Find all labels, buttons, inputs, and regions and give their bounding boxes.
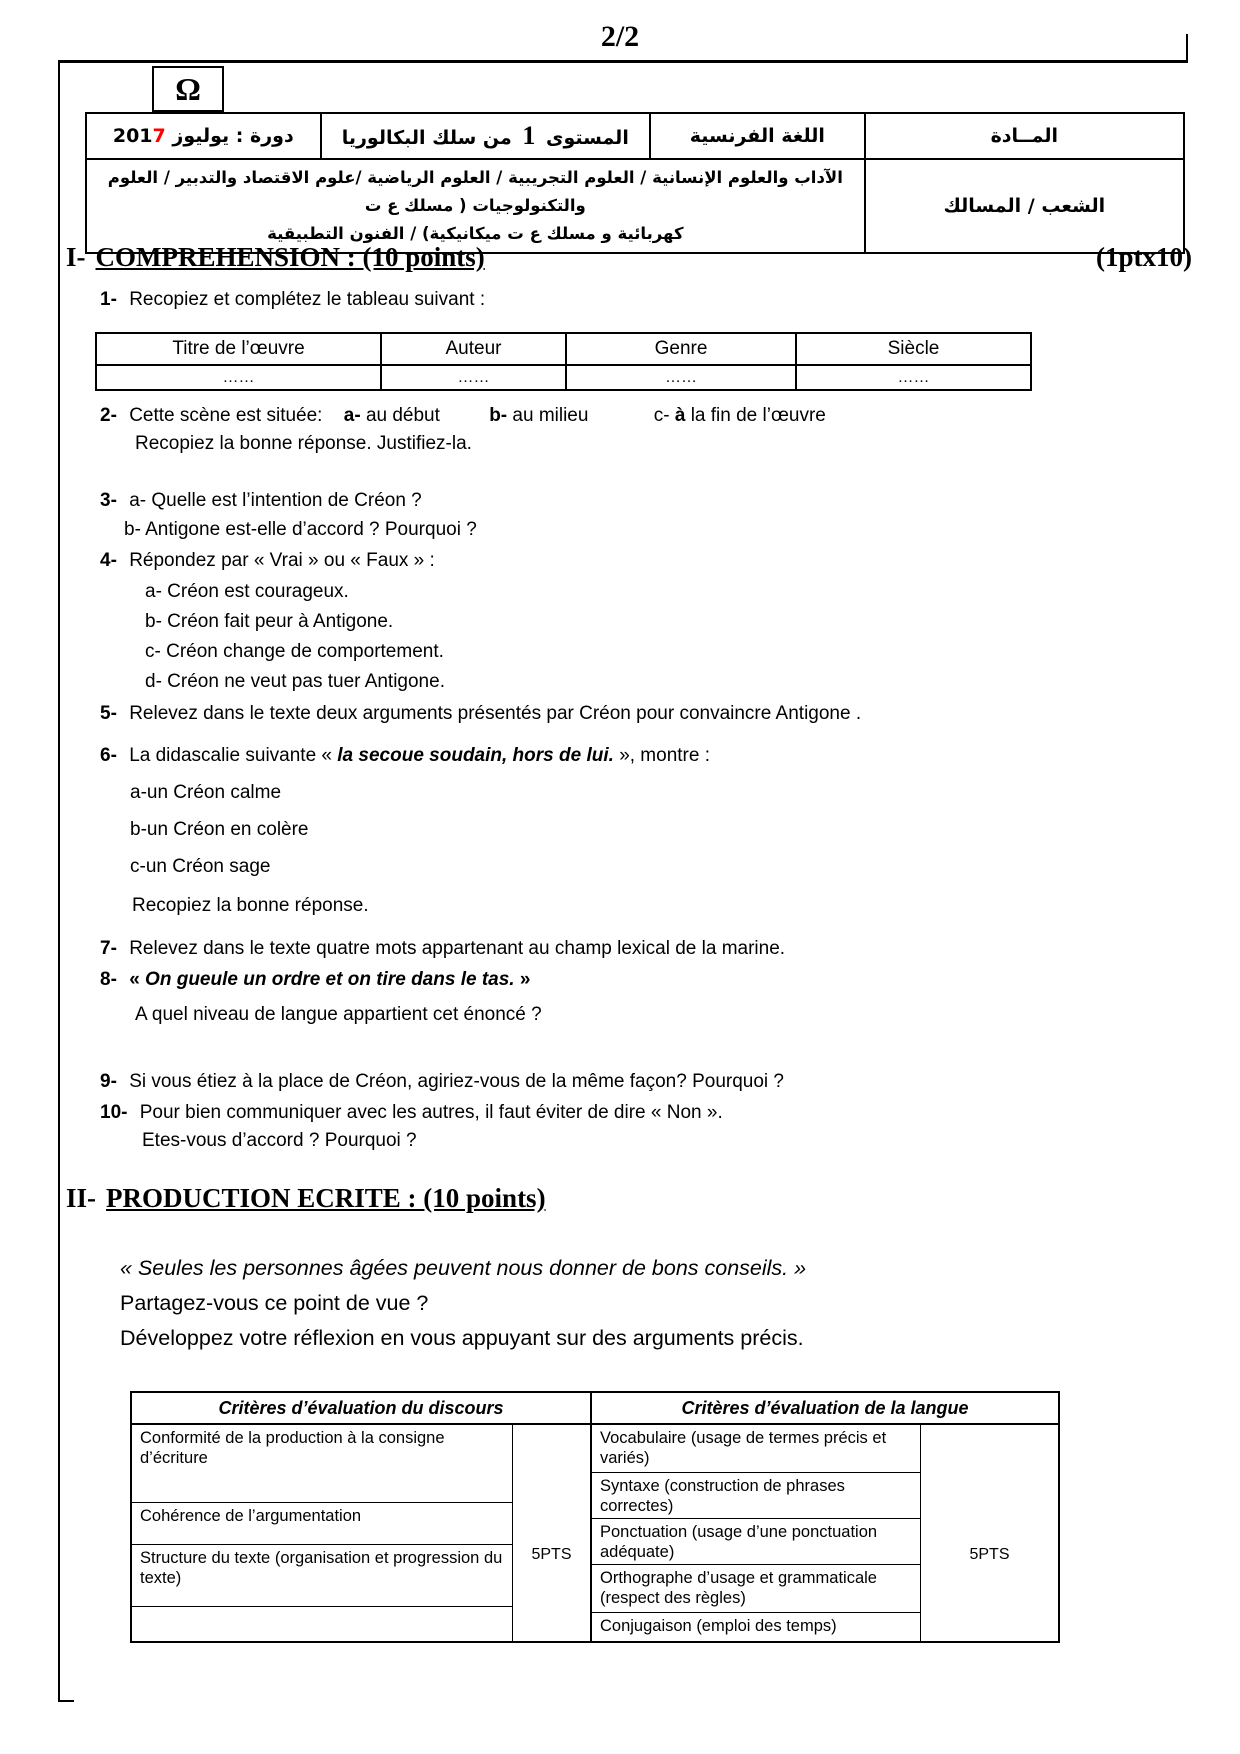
- list-item: b- Créon fait peur à Antigone.: [145, 611, 394, 633]
- session-cell: [86, 113, 321, 159]
- production-question: Partagez-vous ce point de vue ?: [120, 1291, 429, 1316]
- list-item: a-un Créon calme: [130, 781, 282, 803]
- question-3a-text: a- Quelle est l’intention de Créon ?: [129, 490, 422, 512]
- question-7: [100, 936, 1185, 961]
- question-6-items: [130, 782, 1240, 878]
- question-6-pre: La didascalie suivante «: [129, 744, 332, 766]
- evaluation-discours-rows: [132, 1425, 512, 1641]
- level-prefix: المستوى: [546, 127, 629, 149]
- question-5-text: Relevez dans le texte deux arguments présentés par Créon pour convaincre Antigone .: [129, 703, 862, 725]
- evaluation-discours-body: [132, 1425, 590, 1641]
- criteria-row: Vocabulaire (usage de termes précis et variés): [592, 1425, 920, 1473]
- section-number: I-: [66, 242, 86, 272]
- criteria-row: Cohérence de l’argumentation: [132, 1503, 512, 1545]
- answer-cell: ……: [796, 365, 1031, 390]
- question-2-instruction: Recopiez la bonne réponse. Justifiez-la.: [135, 433, 472, 455]
- section-number: II-: [66, 1183, 97, 1214]
- evaluation-langue-rows: [592, 1425, 920, 1641]
- option-b-text: au milieu: [512, 405, 589, 427]
- question-8-line2: A quel niveau de langue appartient cet énoncé ?: [135, 1003, 542, 1025]
- question-6: [100, 743, 1185, 768]
- bottom-left-mark: [58, 1700, 74, 1702]
- subject-value: اللغة الفرنسية: [650, 113, 865, 159]
- question-8: [100, 967, 1185, 992]
- question-2-intro: Cette scène est située:: [129, 405, 323, 427]
- question-5-number: 5-: [100, 703, 117, 725]
- question-7-number: 7-: [100, 937, 117, 959]
- production-instruction: Développez votre réflexion en vous appuyant sur des arguments précis.: [120, 1326, 804, 1351]
- question-10-line2: Etes-vous d’accord ? Pourquoi ?: [142, 1130, 417, 1152]
- table-header-row: [96, 333, 1031, 365]
- header-row-subject: [86, 113, 1184, 159]
- production-heading: [66, 1183, 1192, 1214]
- question-2: [100, 403, 1185, 428]
- list-item: a- Créon est courageux.: [145, 581, 349, 603]
- question-1: [100, 287, 1185, 312]
- question-6-closing: Recopiez la bonne réponse.: [132, 894, 369, 916]
- comprehension-heading: [66, 242, 1192, 273]
- langue-points-cell: 5PTS: [920, 1425, 1058, 1641]
- column-header-siecle: Siècle: [796, 333, 1031, 365]
- exam-header-table: [85, 112, 1185, 254]
- question-4-text: Répondez par « Vrai » ou « Faux » :: [129, 550, 435, 572]
- streams-line-1: الآداب والعلوم الإنسانية / العلوم التجريبية / العلوم الرياضية /علوم الاقتصاد والتدبير / العلوم والتكنولوجيات ( مسلك ع ت: [107, 168, 843, 216]
- session-year-red-digit: 7: [152, 125, 166, 147]
- question-9: [100, 1069, 1185, 1094]
- option-a-text: au début: [365, 405, 440, 427]
- question-9-number: 9-: [100, 1070, 117, 1092]
- evaluation-discours-column: [132, 1393, 592, 1641]
- question-10-text: Pour bien communiquer avec les autres, il faut éviter de dire « Non ».: [139, 1102, 723, 1124]
- column-header-genre: Genre: [566, 333, 796, 365]
- criteria-row: Ponctuation (usage d’une ponctuation adéquate): [592, 1519, 920, 1565]
- section-title: COMPREHENSION : (10 points): [95, 242, 485, 272]
- criteria-row: Conjugaison (emploi des temps): [600, 1617, 837, 1636]
- top-right-tick: [1186, 34, 1188, 60]
- option-b-label: b-: [489, 405, 508, 427]
- list-item: c-un Créon sage: [130, 855, 271, 877]
- criteria-row: Structure du texte (organisation et progression du texte): [132, 1545, 512, 1607]
- evaluation-langue-body: [592, 1425, 1058, 1641]
- question-3a: [100, 488, 1185, 513]
- top-rule: [58, 60, 1188, 63]
- discours-points-cell: 5PTS: [512, 1425, 590, 1641]
- option-c-text: la fin de l’œuvre: [690, 405, 826, 427]
- column-header-titre: Titre de l’œuvre: [96, 333, 381, 365]
- question-6-number: 6-: [100, 744, 117, 766]
- option-c-label: c-: [653, 405, 670, 427]
- production-quote: « Seules les personnes âgées peuvent nous donner de bons conseils. »: [120, 1256, 807, 1281]
- question-6-quote: la secoue soudain, hors de lui.: [337, 744, 614, 766]
- session-year: 201: [112, 125, 153, 147]
- question-3b: b- Antigone est-elle d’accord ? Pourquoi ?: [124, 519, 477, 541]
- option-a-label: a-: [343, 405, 361, 427]
- question-1-number: 1-: [100, 289, 117, 310]
- question-4-items: [145, 581, 1240, 693]
- question-8-post: »: [519, 968, 531, 990]
- question-4-number: 4-: [100, 550, 117, 572]
- streams-line-2: كهربائية و مسلك ع ت ميكانيكية) / الفنون التطبيقية: [267, 224, 684, 244]
- list-item: d- Créon ne veut pas tuer Antigone.: [145, 671, 445, 693]
- question-5: [100, 701, 1185, 726]
- omega-logo: Ω: [152, 66, 224, 112]
- level-suffix: من سلك البكالوريا: [341, 127, 512, 149]
- question-10: [100, 1100, 1185, 1125]
- criteria-row-empty: [132, 1607, 512, 1641]
- list-item: c- Créon change de comportement.: [145, 641, 444, 663]
- section-points: (1ptx10): [1096, 242, 1192, 272]
- question-8-number: 8-: [100, 968, 117, 990]
- table-answer-row: [96, 365, 1031, 390]
- answer-cell: ……: [566, 365, 796, 390]
- question-9-text: Si vous étiez à la place de Créon, agiriez-vous de la même façon? Pourquoi ?: [129, 1070, 785, 1092]
- criteria-row: Syntaxe (construction de phrases correctes): [592, 1473, 920, 1519]
- subject-label: المــادة: [865, 113, 1184, 159]
- streams-label: الشعب / المسالك: [865, 159, 1184, 253]
- section-title: PRODUCTION ECRITE : (10 points): [106, 1183, 546, 1214]
- answer-cell: ……: [381, 365, 566, 390]
- evaluation-criteria-table: [130, 1391, 1060, 1643]
- option-c-bold: à: [674, 405, 686, 427]
- answer-cell: ……: [96, 365, 381, 390]
- list-item: b-un Créon en colère: [130, 818, 309, 840]
- evaluation-discours-header: Critères d’évaluation du discours: [132, 1393, 590, 1425]
- level-number: 1: [522, 121, 536, 150]
- level-cell: [321, 113, 650, 159]
- question-1-text: Recopiez et complétez le tableau suivant :: [129, 289, 486, 310]
- question-4: [100, 548, 1185, 573]
- question-3-number: 3-: [100, 490, 117, 512]
- question-7-text: Relevez dans le texte quatre mots appartenant au champ lexical de la marine.: [129, 937, 786, 959]
- question-2-number: 2-: [100, 405, 117, 427]
- criteria-row: Conformité de la production à la consigne d’écriture: [132, 1425, 512, 1503]
- column-header-auteur: Auteur: [381, 333, 566, 365]
- question-10-number: 10-: [100, 1102, 128, 1124]
- page-number: 2/2: [600, 20, 640, 53]
- session-label: دورة : يوليوز: [172, 125, 294, 147]
- question-8-pre: «: [129, 968, 140, 990]
- exam-content: [0, 240, 1240, 1643]
- evaluation-langue-column: [592, 1393, 1058, 1641]
- criteria-row: Orthographe d’usage et grammaticale (respect des règles): [592, 1565, 920, 1613]
- evaluation-langue-header: Critères d’évaluation de la langue: [592, 1393, 1058, 1425]
- question-1-table: [95, 332, 1032, 391]
- question-8-quote: On gueule un ordre et on tire dans le tas.: [145, 968, 515, 990]
- question-6-post: », montre :: [619, 744, 711, 766]
